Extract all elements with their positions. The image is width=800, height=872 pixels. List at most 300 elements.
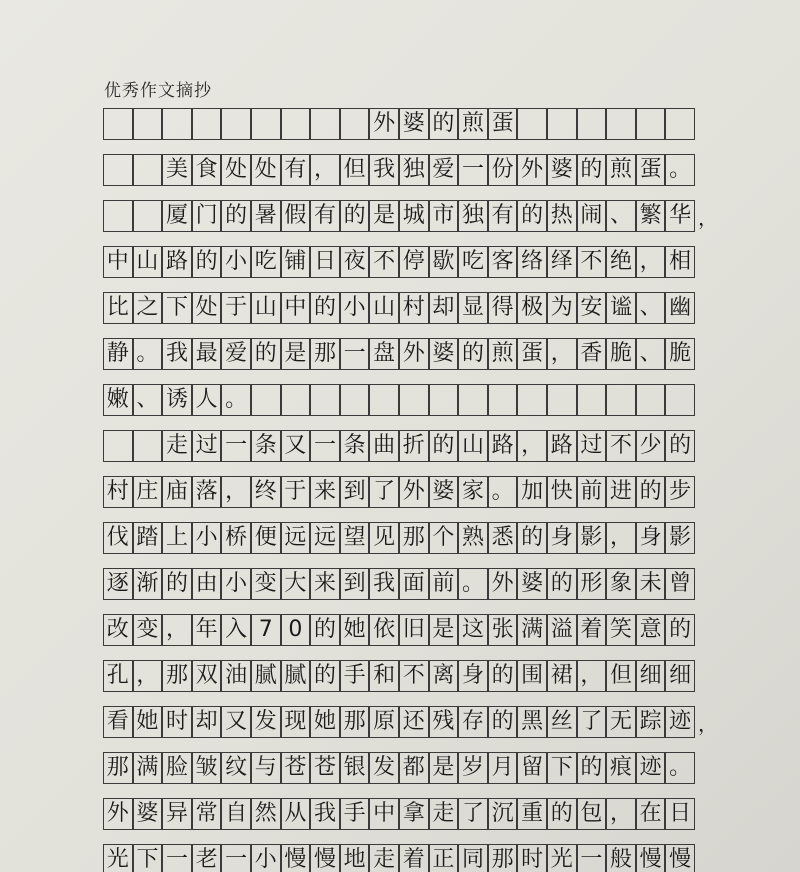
grid-cell: 腻	[251, 660, 281, 692]
grid-cell: 婆	[547, 154, 577, 186]
grid-cell: 门	[192, 200, 222, 232]
grid-cell: 婆	[399, 108, 429, 140]
grid-cell: 的	[577, 154, 607, 186]
grid-cell: 细	[665, 660, 695, 692]
grid-cell: 曲	[369, 430, 399, 462]
grid-cell: 路	[162, 246, 192, 278]
grid-cell: 脆	[665, 338, 695, 370]
grid-row	[103, 706, 695, 738]
grid-cell: 油	[221, 660, 251, 692]
grid-cell: 却	[429, 292, 459, 324]
grid-cell: 不	[369, 246, 399, 278]
grid-cell: 溢	[547, 614, 577, 646]
grid-cell: 为	[547, 292, 577, 324]
grid-cell: ，	[606, 522, 636, 554]
grid-cell	[103, 154, 133, 186]
grid-cell: 吃	[251, 246, 281, 278]
grid-cell: 外	[488, 568, 518, 600]
grid-cell: 吃	[458, 246, 488, 278]
grid-cell: 的	[310, 292, 340, 324]
grid-cell: 。	[665, 154, 695, 186]
grid-cell: 的	[636, 476, 666, 508]
grid-cell: 象	[606, 568, 636, 600]
grid-cell	[103, 108, 133, 140]
grid-cell: 一	[458, 154, 488, 186]
grid-cell: 铺	[281, 246, 311, 278]
grid-cell: ，	[606, 798, 636, 830]
grid-cell: 迹	[665, 706, 695, 738]
grid-cell: 是	[281, 338, 311, 370]
grid-cell: 的	[429, 430, 459, 462]
grid-cell	[547, 108, 577, 140]
grid-cell: 那	[103, 752, 133, 784]
grid-cell: 苍	[310, 752, 340, 784]
grid-cell: 的	[192, 246, 222, 278]
grid-cell: 婆	[429, 338, 459, 370]
grid-cell: 于	[221, 292, 251, 324]
grid-cell: 悉	[488, 522, 518, 554]
grid-cell: 一	[340, 338, 370, 370]
grid-cell: 过	[577, 430, 607, 462]
grid-cell: 脆	[606, 338, 636, 370]
grid-row	[103, 108, 695, 140]
grid-cell	[606, 108, 636, 140]
grid-cell: 她	[310, 706, 340, 738]
grid-cell	[636, 108, 666, 140]
grid-cell	[310, 384, 340, 416]
grid-cell: 身	[636, 522, 666, 554]
grid-cell: 煎	[458, 108, 488, 140]
grid-row	[103, 338, 695, 370]
grid-cell: 极	[517, 292, 547, 324]
grid-cell: 现	[281, 706, 311, 738]
grid-cell: 时	[162, 706, 192, 738]
grid-cell: 渐	[133, 568, 163, 600]
grid-cell: 常	[192, 798, 222, 830]
grid-cell	[577, 108, 607, 140]
grid-cell	[517, 108, 547, 140]
grid-cell: 存	[458, 706, 488, 738]
grid-cell: 那	[399, 522, 429, 554]
grid-cell: 发	[251, 706, 281, 738]
grid-cell: 路	[547, 430, 577, 462]
grid-cell	[103, 200, 133, 232]
grid-cell: 家	[458, 476, 488, 508]
grid-cell: 个	[429, 522, 459, 554]
grid-cell	[577, 384, 607, 416]
grid-cell: 那	[488, 844, 518, 872]
grid-cell: 的	[665, 430, 695, 462]
grid-cell: 诱	[162, 384, 192, 416]
grid-cell: 前	[429, 568, 459, 600]
grid-cell: 条	[340, 430, 370, 462]
grid-cell: 嫩	[103, 384, 133, 416]
grid-cell: 夜	[340, 246, 370, 278]
grid-cell: 婆	[133, 798, 163, 830]
grid-cell: 便	[251, 522, 281, 554]
grid-cell	[340, 108, 370, 140]
grid-cell: 和	[369, 660, 399, 692]
grid-cell: 伐	[103, 522, 133, 554]
grid-cell: 绎	[547, 246, 577, 278]
grid-cell: 还	[399, 706, 429, 738]
grid-cell	[103, 430, 133, 462]
grid-cell: 上	[162, 522, 192, 554]
grid-cell: 假	[281, 200, 311, 232]
grid-cell	[665, 384, 695, 416]
grid-cell: 但	[340, 154, 370, 186]
grid-cell	[310, 108, 340, 140]
grid-cell: 我	[310, 798, 340, 830]
grid-cell: ，	[636, 246, 666, 278]
grid-cell: 步	[665, 476, 695, 508]
grid-cell: 爱	[221, 338, 251, 370]
grid-cell: 般	[606, 844, 636, 872]
grid-row	[103, 752, 695, 784]
grid-cell: 条	[251, 430, 281, 462]
grid-cell: 婆	[429, 476, 459, 508]
grid-cell: 从	[281, 798, 311, 830]
grid-cell	[488, 384, 518, 416]
grid-cell: 但	[606, 660, 636, 692]
grid-cell: 的	[162, 568, 192, 600]
grid-cell: 双	[192, 660, 222, 692]
grid-cell: 踪	[636, 706, 666, 738]
grid-row	[103, 798, 695, 830]
grid-cell: 小	[221, 246, 251, 278]
grid-cell: 光	[547, 844, 577, 872]
grid-cell: 山	[133, 246, 163, 278]
grid-cell: 有	[281, 154, 311, 186]
grid-cell: 包	[577, 798, 607, 830]
grid-cell: 的	[340, 200, 370, 232]
grid-cell: ，	[547, 338, 577, 370]
grid-cell: 满	[517, 614, 547, 646]
grid-cell: 中	[281, 292, 311, 324]
grid-cell: 快	[547, 476, 577, 508]
grid-cell	[133, 200, 163, 232]
grid-cell: 旧	[399, 614, 429, 646]
grid-cell: 暑	[251, 200, 281, 232]
grid-cell: 日	[665, 798, 695, 830]
grid-cell: 不	[606, 430, 636, 462]
grid-cell: 到	[340, 568, 370, 600]
grid-cell: 着	[399, 844, 429, 872]
grid-cell: 留	[517, 752, 547, 784]
grid-cell: ，	[517, 430, 547, 462]
grid-cell: 7	[251, 614, 281, 646]
grid-cell: 沉	[488, 798, 518, 830]
grid-cell: 盘	[369, 338, 399, 370]
grid-cell: 加	[517, 476, 547, 508]
grid-cell: 手	[340, 660, 370, 692]
grid-cell: 年	[192, 614, 222, 646]
grid-cell: 、	[606, 200, 636, 232]
grid-cell: 是	[429, 614, 459, 646]
grid-cell	[458, 384, 488, 416]
grid-cell: 岁	[458, 752, 488, 784]
margin-punctuation: ，	[698, 206, 718, 230]
grid-cell: 。	[133, 338, 163, 370]
grid-cell: 影	[665, 522, 695, 554]
grid-cell: 的	[665, 614, 695, 646]
grid-cell: 慢	[665, 844, 695, 872]
grid-cell: 我	[369, 154, 399, 186]
grid-cell: 苍	[281, 752, 311, 784]
grid-cell: 大	[281, 568, 311, 600]
grid-cell: 在	[636, 798, 666, 830]
grid-cell: 走	[429, 798, 459, 830]
excerpt-caption: 优秀作文摘抄	[104, 81, 212, 101]
grid-cell: 围	[517, 660, 547, 692]
grid-cell: 村	[399, 292, 429, 324]
grid-cell: 她	[340, 614, 370, 646]
grid-cell	[192, 108, 222, 140]
grid-cell: 发	[369, 752, 399, 784]
grid-cell: 我	[162, 338, 192, 370]
grid-cell: 变	[251, 568, 281, 600]
grid-cell: 都	[399, 752, 429, 784]
grid-cell: 由	[192, 568, 222, 600]
grid-cell: 少	[636, 430, 666, 462]
grid-cell: 的	[429, 108, 459, 140]
grid-cell: 走	[369, 844, 399, 872]
grid-cell: 的	[547, 568, 577, 600]
grid-cell: 外	[517, 154, 547, 186]
grid-cell: 蛋	[517, 338, 547, 370]
grid-cell: 走	[162, 430, 192, 462]
grid-cell: 那	[340, 706, 370, 738]
grid-cell: 市	[429, 200, 459, 232]
grid-cell	[162, 108, 192, 140]
grid-cell: 无	[606, 706, 636, 738]
grid-cell: 离	[429, 660, 459, 692]
grid-cell: 是	[369, 200, 399, 232]
grid-cell: 中	[369, 798, 399, 830]
grid-cell: 这	[458, 614, 488, 646]
grid-cell: 于	[281, 476, 311, 508]
grid-cell: 光	[103, 844, 133, 872]
grid-cell: 桥	[221, 522, 251, 554]
grid-row	[103, 614, 695, 646]
grid-cell: 不	[577, 246, 607, 278]
grid-cell: 见	[369, 522, 399, 554]
grid-row	[103, 154, 695, 186]
grid-cell: 慢	[636, 844, 666, 872]
grid-cell: 一	[577, 844, 607, 872]
grid-cell: 的	[310, 660, 340, 692]
grid-cell: 着	[577, 614, 607, 646]
grid-cell	[251, 384, 281, 416]
grid-cell: 的	[458, 338, 488, 370]
grid-cell: 落	[192, 476, 222, 508]
grid-cell: 迹	[636, 752, 666, 784]
grid-cell: 华	[665, 200, 695, 232]
grid-cell: 重	[517, 798, 547, 830]
grid-cell: 外	[399, 338, 429, 370]
grid-cell: ，	[577, 660, 607, 692]
grid-cell: 皱	[192, 752, 222, 784]
grid-cell: 月	[488, 752, 518, 784]
grid-cell: 又	[281, 430, 311, 462]
grid-cell: 小	[251, 844, 281, 872]
grid-cell: 路	[488, 430, 518, 462]
grid-cell	[369, 384, 399, 416]
grid-cell: 。	[488, 476, 518, 508]
grid-cell: 爱	[429, 154, 459, 186]
grid-cell: 处	[251, 154, 281, 186]
grid-cell: 小	[221, 568, 251, 600]
grid-cell: ，	[162, 614, 192, 646]
margin-punctuation: ，	[698, 712, 718, 736]
grid-cell: 笑	[606, 614, 636, 646]
grid-cell: 的	[251, 338, 281, 370]
grid-cell: 村	[103, 476, 133, 508]
grid-cell: 丝	[547, 706, 577, 738]
grid-cell: 折	[399, 430, 429, 462]
grid-cell	[429, 384, 459, 416]
grid-cell: 面	[399, 568, 429, 600]
grid-cell: 庙	[162, 476, 192, 508]
grid-row	[103, 292, 695, 324]
grid-cell: 然	[251, 798, 281, 830]
grid-row	[103, 200, 695, 232]
grid-cell: 来	[310, 568, 340, 600]
grid-cell: 脸	[162, 752, 192, 784]
grid-cell: 煎	[606, 154, 636, 186]
grid-cell: ，	[133, 660, 163, 692]
grid-cell: 中	[103, 246, 133, 278]
grid-cell	[665, 108, 695, 140]
grid-cell: 停	[399, 246, 429, 278]
grid-cell: 远	[281, 522, 311, 554]
grid-cell: 婆	[517, 568, 547, 600]
grid-cell: 幽	[665, 292, 695, 324]
grid-cell	[547, 384, 577, 416]
grid-cell: 手	[340, 798, 370, 830]
grid-cell: 却	[192, 706, 222, 738]
grid-cell: 是	[429, 752, 459, 784]
grid-cell: 络	[517, 246, 547, 278]
grid-cell: 。	[221, 384, 251, 416]
grid-cell: 一	[162, 844, 192, 872]
grid-cell: 歇	[429, 246, 459, 278]
grid-cell: 变	[133, 614, 163, 646]
grid-cell: 下	[547, 752, 577, 784]
grid-cell: 不	[399, 660, 429, 692]
grid-cell	[133, 108, 163, 140]
grid-cell: 老	[192, 844, 222, 872]
grid-cell: 山	[251, 292, 281, 324]
grid-cell: 有	[310, 200, 340, 232]
grid-cell: 地	[340, 844, 370, 872]
grid-cell: 远	[310, 522, 340, 554]
grid-cell: 外	[369, 108, 399, 140]
grid-row	[103, 384, 695, 416]
grid-cell: 处	[221, 154, 251, 186]
grid-cell: 孔	[103, 660, 133, 692]
grid-cell: 之	[133, 292, 163, 324]
grid-cell: 庄	[133, 476, 163, 508]
grid-cell: 黑	[517, 706, 547, 738]
grid-cell: 入	[221, 614, 251, 646]
grid-cell: 的	[488, 660, 518, 692]
grid-cell: 一	[221, 430, 251, 462]
grid-cell	[251, 108, 281, 140]
grid-cell: 我	[369, 568, 399, 600]
grid-cell	[636, 384, 666, 416]
grid-cell: 与	[251, 752, 281, 784]
grid-cell: 残	[429, 706, 459, 738]
grid-cell: 的	[221, 200, 251, 232]
grid-cell: 煎	[488, 338, 518, 370]
grid-cell: 形	[577, 568, 607, 600]
grid-cell: 的	[577, 752, 607, 784]
grid-cell: 踏	[133, 522, 163, 554]
grid-cell: 香	[577, 338, 607, 370]
grid-cell: 影	[577, 522, 607, 554]
grid-cell: 拿	[399, 798, 429, 830]
grid-row	[103, 844, 695, 872]
grid-cell: 银	[340, 752, 370, 784]
grid-cell: 了	[369, 476, 399, 508]
grid-cell: 厦	[162, 200, 192, 232]
grid-cell: 一	[221, 844, 251, 872]
grid-cell	[281, 384, 311, 416]
grid-row	[103, 522, 695, 554]
grid-cell: 0	[281, 614, 311, 646]
grid-row	[103, 660, 695, 692]
grid-cell: 静	[103, 338, 133, 370]
grid-cell	[221, 108, 251, 140]
grid-cell: 那	[310, 338, 340, 370]
grid-cell	[517, 384, 547, 416]
grid-cell: 份	[488, 154, 518, 186]
grid-cell: 自	[221, 798, 251, 830]
grid-cell: 同	[458, 844, 488, 872]
grid-cell: 。	[458, 568, 488, 600]
grid-cell	[399, 384, 429, 416]
grid-cell	[133, 430, 163, 462]
grid-cell: 、	[636, 338, 666, 370]
grid-cell: 下	[162, 292, 192, 324]
grid-cell: 谧	[606, 292, 636, 324]
grid-cell: 又	[221, 706, 251, 738]
grid-cell: 得	[488, 292, 518, 324]
grid-cell: 独	[458, 200, 488, 232]
grid-cell: 细	[636, 660, 666, 692]
grid-cell: 熟	[458, 522, 488, 554]
grid-cell	[340, 384, 370, 416]
grid-cell: 依	[369, 614, 399, 646]
grid-cell: ，	[221, 476, 251, 508]
grid-cell: 。	[665, 752, 695, 784]
grid-cell: 痕	[606, 752, 636, 784]
grid-cell: 未	[636, 568, 666, 600]
grid-cell: 相	[665, 246, 695, 278]
grid-cell: 山	[369, 292, 399, 324]
grid-cell: 那	[162, 660, 192, 692]
grid-cell: ，	[310, 154, 340, 186]
grid-cell: 意	[636, 614, 666, 646]
grid-cell: 了	[458, 798, 488, 830]
grid-cell: 身	[547, 522, 577, 554]
grid-cell: 原	[369, 706, 399, 738]
grid-cell: 的	[517, 522, 547, 554]
grid-cell: 蛋	[488, 108, 518, 140]
grid-cell: 的	[547, 798, 577, 830]
grid-cell: 满	[133, 752, 163, 784]
